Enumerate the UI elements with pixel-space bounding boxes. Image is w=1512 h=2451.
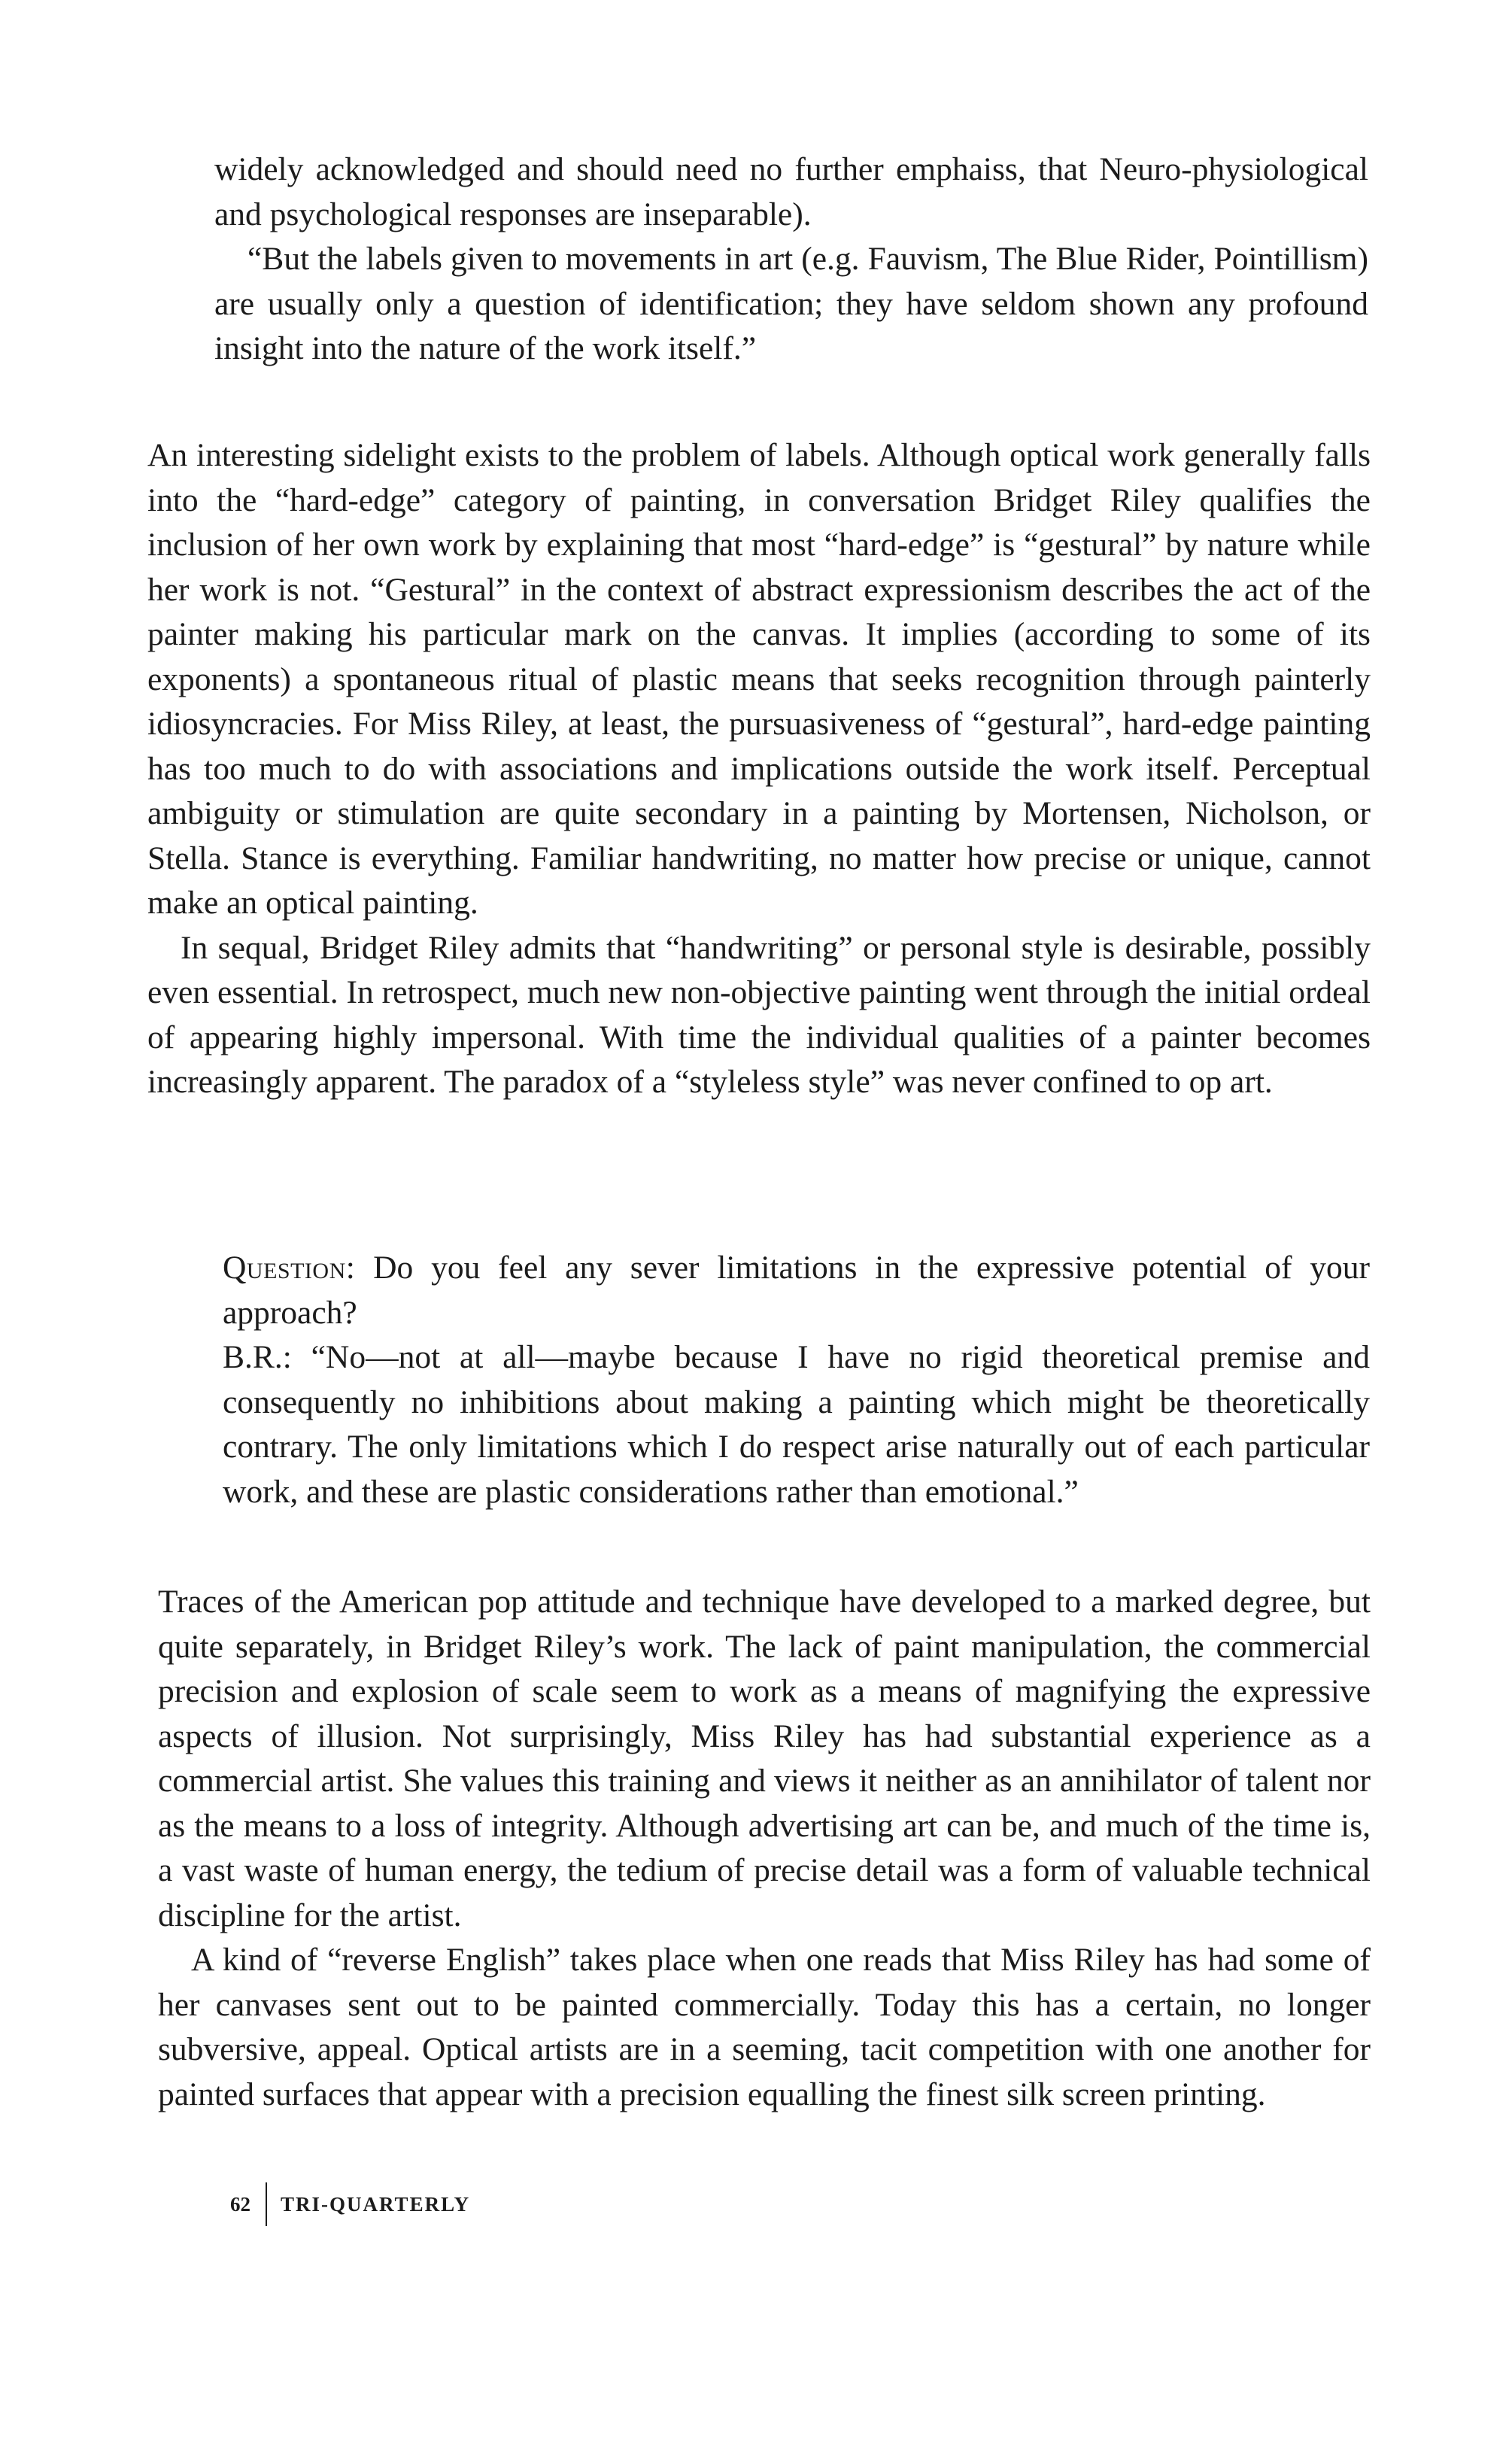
interview-question xyxy=(223,1246,1370,1335)
footer-divider xyxy=(266,2182,267,2226)
body-section-pop xyxy=(158,1580,1371,2117)
body-section-labels xyxy=(147,433,1371,1105)
quote-paragraph: widely acknowledged and should need no further emphaiss, that Neuro-physiological and psychological responses are inseparable). xyxy=(214,151,1368,232)
body-paragraph: A kind of “reverse English” takes place when one reads that Miss Riley has had some of her canvases sent out to be painted commercially. Today this has a certain, no longer subversive, appeal. Optical artists are in a seeming, tacit competition with one another for painted surfaces that appear with a precision equalling the finest silk screen printing. xyxy=(158,1942,1371,2112)
interview-answer xyxy=(223,1335,1370,1514)
quote-paragraph: “But the labels given to movements in art (e.g. Fauvism, The Blue Rider, Pointillism) are usually only a question of identification; they have seldom shown any profound insight into the nature of the work itself.” xyxy=(214,241,1368,366)
question-label: Question: xyxy=(223,1250,356,1286)
body-paragraph: Traces of the American pop attitude and technique have developed to a marked degree, but quite separately, in Bridget Riley’s work. The lack of paint manipulation, the commercial precision and explosion of scale seem to work as a means of magnifying the expressive aspects of illusion. Not surprisingly, Miss Riley has had substantial experience as a commercial artist. She values this training and views it neither as an annihilator of talent nor as the means to a loss of integrity. Although advertising art can be, and much of the time is, a vast waste of human energy, the tedium of precise detail was a form of valuable technical discipline for the artist. xyxy=(158,1584,1371,1933)
question-text: Do you feel any sever limitations in the expressive potential of your approach? xyxy=(223,1250,1371,1331)
answer-text: “No—not at all—maybe because I have no rigid theoretical premise and consequently no inhibitions about making a painting which might be theoretically contrary. The only limitations which I do respect arise naturally out of each particular work, and these are plastic considerations rather than emotional.” xyxy=(223,1339,1370,1510)
page-footer xyxy=(230,2182,470,2227)
body-paragraph: An interesting sidelight exists to the problem of labels. Although optical work generally falls into the “hard-edge” category of painting, in conversation Bridget Riley qualifies the inclusion of her own work by explaining that most “hard-edge” is “gestural” by nature while her work is not. “Gestural” in the context of abstract expressionism describes the act of the painter making his particular mark on the canvas. It implies (according to some of its exponents) a spontaneous ritual of plastic means that seeks recognition through painterly idiosyncracies. For Miss Riley, at least, the pursuasiveness of “gestural”, hard-edge painting has too much to do with associations and implications outside the work itself. Perceptual ambiguity or stimulation are quite secondary in a painting by Mortensen, Nicholson, or Stella. Stance is everything. Familiar handwriting, no matter how precise or unique, cannot make an optical painting. xyxy=(147,437,1371,921)
interview-exchange xyxy=(223,1246,1370,1514)
answer-label: B.R.: xyxy=(223,1339,292,1375)
page-number: 62 xyxy=(230,2192,250,2216)
block-quote-continuation xyxy=(214,147,1368,372)
publication-name: TRI-QUARTERLY xyxy=(281,2192,471,2216)
body-paragraph: In sequal, Bridget Riley admits that “handwriting” or personal style is desirable, possibly even essential. In retrospect, much new non-objective painting went through the initial ordeal of appearing highly impersonal. With time the individual qualities of a painter becomes increasingly apparent. The paradox of a “styleless style” was never confined to op art. xyxy=(147,929,1371,1100)
